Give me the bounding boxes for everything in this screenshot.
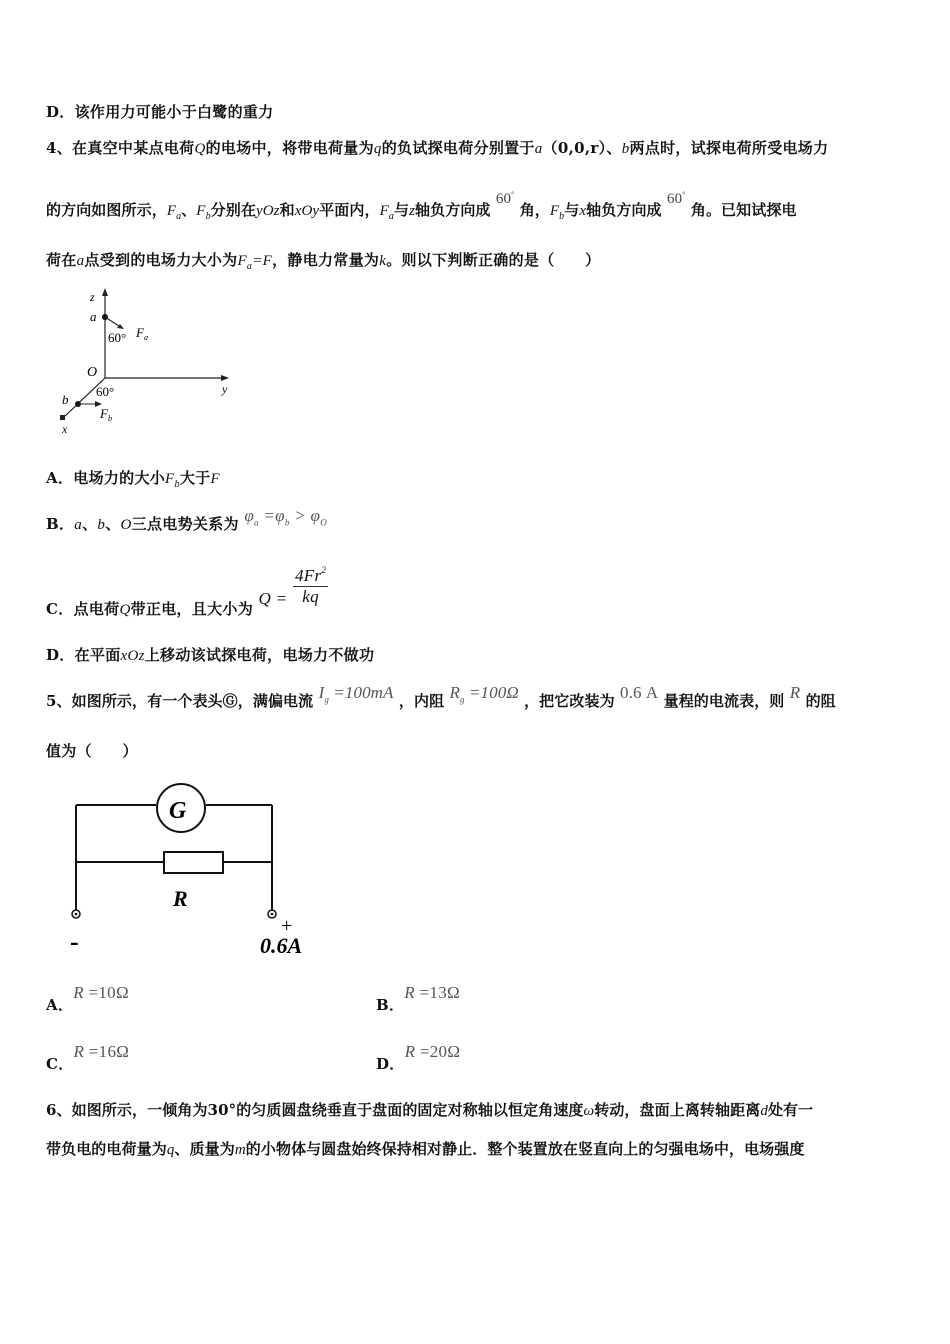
x-label: x	[62, 422, 68, 436]
angle-b-label: 60°	[96, 384, 115, 399]
fa-label: F	[136, 325, 144, 340]
y-axis-arrow	[221, 375, 229, 381]
q6-stem-line2: 带负电的电荷量为q、质量为m的小物体与圆盘始终保持相对静止．整个装置放在竖直向上的匀强电场中，电场强度	[46, 1140, 805, 1158]
shunt-resistor	[164, 852, 223, 873]
a-label: a	[90, 309, 97, 324]
fb-sub-label: b	[108, 414, 112, 423]
q4-option-d: D．在平面xOz上移动该试探电荷，电场力不做功	[46, 646, 375, 664]
q4-stem-line3: 荷在a点受到的电场力大小为$F_a=F$，静电力常量为k。则以下判断正确的是（ ）	[46, 251, 601, 272]
q5-circuit-figure	[60, 780, 330, 960]
b-label: b	[62, 392, 69, 407]
minus-sign: -	[70, 927, 79, 956]
y-label: y	[222, 382, 228, 396]
q4-axes-figure	[56, 285, 246, 440]
q4-option-c: C．点电荷Q带正电，且大小为 Q = $\frac{4Fr^2}{kq}$	[46, 560, 328, 607]
x-axis-arrow	[60, 415, 65, 420]
resistor-symbol-r: R	[789, 683, 801, 702]
range-label: 0.6A	[260, 933, 303, 958]
z-axis-arrow	[102, 288, 108, 296]
charge-formula-fraction: $\frac{4Fr^2}{kq}$	[293, 560, 328, 607]
plus-sign: +	[281, 915, 293, 937]
target-range: 0.6 A	[620, 683, 659, 702]
fa-sub-label: a	[144, 333, 148, 342]
q4-option-a: A．电场力的大小$F_b$大于F	[46, 469, 220, 490]
q4-stem-line2: 的方向如图所示，$F_a$、$F_b$分别在yOz和xOy平面内，$F_a$与z轴负方向成 60° 角，$F_b$与x轴负方向成 60° 角。已知试探电	[46, 190, 797, 222]
angle-60-b: 60°	[667, 190, 686, 207]
q5-option-b: B．R =13Ω	[376, 983, 460, 1014]
fb-label: F	[100, 406, 108, 421]
angle-a-label: 60°	[108, 330, 127, 345]
q5-option-c: C．R =16Ω	[46, 1042, 130, 1073]
galvanometer-label: G	[169, 798, 187, 824]
z-label: z	[90, 290, 95, 304]
full-scale-current: $I_g =100mA$	[318, 683, 394, 705]
q5-stem-line2: 值为（ ）	[46, 742, 138, 760]
origin-label: O	[87, 365, 98, 380]
q6-stem-line1: 6、如图所示，一倾角为30°的匀质圆盘绕垂直于盘面的固定对称轴以恒定角速度ω转动，盘面上离转轴距离d处有一	[46, 1101, 814, 1119]
internal-resistance: $R_g =100\Omega$	[449, 683, 519, 705]
q4-stem-line1: 4、在真空中某点电荷Q的电场中，将带电荷量为q的负试探电荷分别置于a（0,0,r）、b两点时，试探电荷所受电场力	[46, 139, 829, 157]
q4-option-b: B．a、b、O三点电势关系为 $\varphi_a =\varphi_b > \varphi_O$	[46, 506, 328, 533]
q5-stem-line1: 5、如图所示，有一个表头Ⓖ，满偏电流 $I_g =100mA$ ，内阻 $R_g =100\Omega$ ，把它改装为 0.6 A 量程的电流表，则 R 的阻	[46, 683, 836, 710]
resistor-label: R	[173, 886, 188, 911]
potential-relation: $\varphi_a =\varphi_b > \varphi_O$	[244, 506, 328, 528]
q5-option-a: A．R =10Ω	[46, 983, 129, 1014]
q3-option-d: D．该作用力可能小于白鹭的重力	[46, 103, 274, 121]
q5-option-d: D．R =20Ω	[376, 1042, 461, 1073]
charge-formula-lhs: Q =	[258, 588, 288, 608]
angle-60-a: 60°	[495, 190, 515, 207]
